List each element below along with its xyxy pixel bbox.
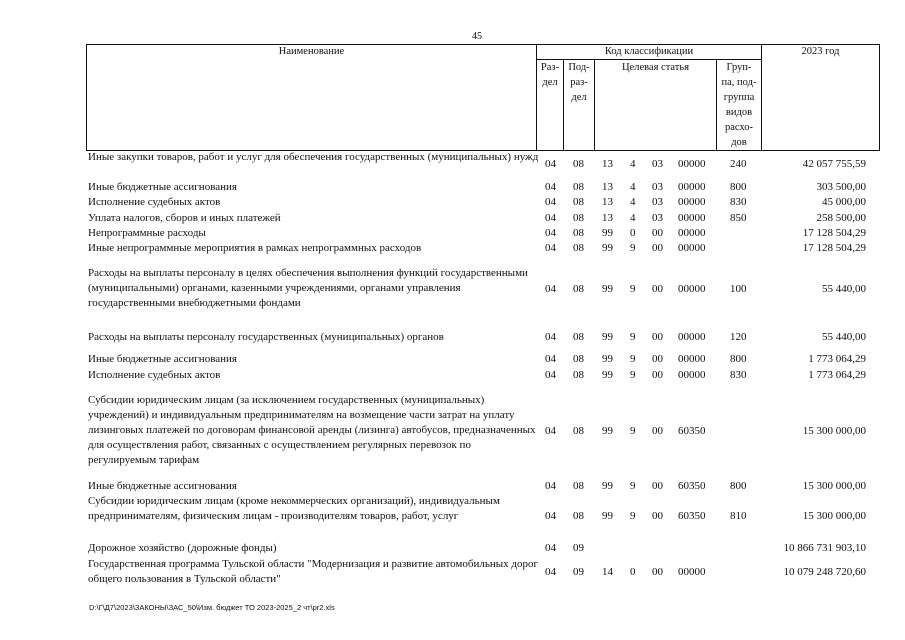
row-code-c2: 4 [630, 158, 636, 170]
row-name: Исполнение судебных актов [88, 196, 221, 208]
row-code-c1: 99 [602, 331, 613, 343]
row-code-v: 100 [730, 283, 747, 295]
row-code-c2: 9 [630, 369, 636, 381]
row-code-c1: 99 [602, 353, 613, 365]
row-code-p: 08 [573, 227, 584, 239]
row-amount: 17 128 504,29 [802, 242, 866, 254]
header-podrazdel-line: раз- [570, 77, 588, 88]
row-name: Иные бюджетные ассигнования [88, 480, 237, 492]
row-code-r: 04 [545, 353, 556, 365]
row-code-r: 04 [545, 510, 556, 522]
row-code-v: 240 [730, 158, 747, 170]
row-code-c4: 60350 [678, 425, 706, 437]
row-code-c3: 00 [652, 331, 663, 343]
row-code-p: 09 [573, 566, 584, 578]
row-code-r: 04 [545, 331, 556, 343]
row-code-c4: 00000 [678, 283, 706, 295]
row-code-v: 850 [730, 212, 747, 224]
row-amount: 10 866 731 903,10 [783, 542, 866, 554]
row-code-c4: 00000 [678, 227, 706, 239]
row-code-c3: 03 [652, 196, 663, 208]
row-code-c2: 9 [630, 425, 636, 437]
row-amount: 258 500,00 [816, 212, 866, 224]
row-amount: 55 440,00 [822, 331, 866, 343]
row-code-c1: 13 [602, 212, 613, 224]
row-code-v: 810 [730, 510, 747, 522]
row-code-c4: 00000 [678, 212, 706, 224]
header-vid-line: группа [723, 92, 755, 103]
header-vid-line: Груп- [726, 62, 752, 73]
row-amount: 15 300 000,00 [802, 425, 866, 437]
row-code-c3: 00 [652, 425, 663, 437]
row-code-c1: 99 [602, 510, 613, 522]
row-code-c2: 0 [630, 227, 636, 239]
row-code-p: 08 [573, 353, 584, 365]
page-number: 45 [472, 31, 482, 42]
row-code-p: 08 [573, 212, 584, 224]
row-code-c1: 99 [602, 369, 613, 381]
row-code-r: 04 [545, 181, 556, 193]
row-code-c1: 99 [602, 480, 613, 492]
row-code-p: 08 [573, 510, 584, 522]
row-amount: 303 500,00 [816, 181, 866, 193]
row-code-c3: 00 [652, 369, 663, 381]
header-razdel-line: дел [542, 77, 558, 88]
header-year-cell [761, 44, 880, 151]
row-code-v: 830 [730, 369, 747, 381]
row-code-c4: 60350 [678, 480, 706, 492]
row-code-c1: 99 [602, 227, 613, 239]
header-name-cell [86, 44, 537, 151]
row-code-r: 04 [545, 480, 556, 492]
header-code-group: Код классификации [604, 46, 694, 57]
row-code-p: 08 [573, 242, 584, 254]
header-razdel-line: Раз- [540, 62, 560, 73]
row-code-c1: 13 [602, 158, 613, 170]
header-podrazdel-line: Под- [568, 62, 590, 73]
row-code-p: 08 [573, 425, 584, 437]
row-code-c3: 00 [652, 480, 663, 492]
row-code-r: 04 [545, 283, 556, 295]
row-amount: 45 000,00 [822, 196, 866, 208]
row-amount: 15 300 000,00 [802, 510, 866, 522]
row-code-r: 04 [545, 425, 556, 437]
row-amount: 17 128 504,29 [802, 227, 866, 239]
row-code-c2: 9 [630, 331, 636, 343]
row-code-r: 04 [545, 542, 556, 554]
row-code-p: 08 [573, 196, 584, 208]
row-amount: 15 300 000,00 [802, 480, 866, 492]
row-name: Иные бюджетные ассигнования [88, 181, 237, 193]
row-code-c1: 99 [602, 242, 613, 254]
row-code-p: 09 [573, 542, 584, 554]
header-vid [716, 60, 762, 150]
row-code-c1: 99 [602, 425, 613, 437]
header-vid-line: расхо- [724, 122, 754, 133]
row-code-p: 08 [573, 283, 584, 295]
row-code-v: 800 [730, 353, 747, 365]
row-code-c3: 00 [652, 227, 663, 239]
row-code-c3: 00 [652, 353, 663, 365]
row-code-r: 04 [545, 227, 556, 239]
header-name: Наименование [278, 46, 345, 57]
row-name: Иные бюджетные ассигнования [88, 353, 237, 365]
row-code-p: 08 [573, 158, 584, 170]
row-name: Субсидии юридическим лицам (кроме некоммерческих организаций), индивидуальным предпринимателям, физическим лицам - производителям товаров, работ, услуг [88, 495, 500, 522]
row-code-v: 120 [730, 331, 747, 343]
row-code-c2: 9 [630, 242, 636, 254]
header-razdel [536, 60, 564, 90]
header-podrazdel-line: дел [571, 92, 587, 103]
row-name: Расходы на выплаты персоналу государственных (муниципальных) органов [88, 331, 444, 343]
row-code-p: 08 [573, 181, 584, 193]
row-code-c1: 13 [602, 181, 613, 193]
row-code-c2: 4 [630, 212, 636, 224]
row-name: Иные закупки товаров, работ и услуг для обеспечения государственных (муниципальных) нужд [88, 151, 539, 163]
row-code-r: 04 [545, 566, 556, 578]
row-code-p: 08 [573, 331, 584, 343]
row-name: Расходы на выплаты персоналу в целях обеспечения выполнения функций государственными (муниципальными) органами, казенными учреждениями, органами управления государственными внебюджетными фондами [88, 267, 528, 309]
header-vid-line: дов [731, 137, 747, 148]
row-code-v: 800 [730, 181, 747, 193]
row-code-c4: 00000 [678, 242, 706, 254]
row-code-p: 08 [573, 480, 584, 492]
row-name: Иные непрограммные мероприятия в рамках непрограммных расходов [88, 242, 422, 254]
row-code-c4: 00000 [678, 331, 706, 343]
row-code-c2: 4 [630, 196, 636, 208]
header-target: Целевая статья [621, 62, 690, 73]
row-code-c1: 13 [602, 196, 613, 208]
row-name: Государственная программа Тульской области "Модернизация и развитие автомобильных дорог общего пользования в Тульской области" [88, 558, 538, 585]
row-amount: 10 079 248 720,60 [783, 566, 866, 578]
row-code-c4: 60350 [678, 510, 706, 522]
row-code-c2: 9 [630, 353, 636, 365]
row-name: Уплата налогов, сборов и иных платежей [88, 212, 281, 224]
row-code-v: 830 [730, 196, 747, 208]
row-code-p: 08 [573, 369, 584, 381]
header-podrazdel [563, 60, 595, 105]
file-path-footer: D:\Г\Д7\2023\ЗАКОНЫ\ЗАС_50\Изм. бюджет ТО 2023-2025_2 чт\pr2.xls [89, 603, 335, 612]
row-amount: 1 773 064,29 [808, 353, 866, 365]
row-code-r: 04 [545, 369, 556, 381]
row-code-c4: 00000 [678, 181, 706, 193]
row-code-c2: 0 [630, 566, 636, 578]
row-code-c3: 00 [652, 283, 663, 295]
row-code-c2: 9 [630, 283, 636, 295]
row-code-c3: 00 [652, 566, 663, 578]
row-code-r: 04 [545, 196, 556, 208]
row-code-v: 800 [730, 480, 747, 492]
row-code-c3: 03 [652, 181, 663, 193]
row-code-c3: 03 [652, 158, 663, 170]
row-code-c2: 9 [630, 510, 636, 522]
row-name: Дорожное хозяйство (дорожные фонды) [88, 542, 277, 554]
row-code-c3: 03 [652, 212, 663, 224]
row-code-c1: 99 [602, 283, 613, 295]
row-amount: 55 440,00 [822, 283, 866, 295]
row-code-c4: 00000 [678, 196, 706, 208]
row-code-c2: 9 [630, 480, 636, 492]
header-vid-line: видов [725, 107, 753, 118]
row-code-r: 04 [545, 212, 556, 224]
row-code-c2: 4 [630, 181, 636, 193]
row-code-c1: 14 [602, 566, 613, 578]
row-amount: 1 773 064,29 [808, 369, 866, 381]
row-name: Непрограммные расходы [88, 227, 206, 239]
row-code-c4: 00000 [678, 158, 706, 170]
row-code-r: 04 [545, 158, 556, 170]
row-code-c3: 00 [652, 510, 663, 522]
row-code-c4: 00000 [678, 369, 706, 381]
header-vid-line: па, под- [721, 77, 757, 88]
row-code-c3: 00 [652, 242, 663, 254]
row-amount: 42 057 755,59 [802, 158, 866, 170]
row-code-r: 04 [545, 242, 556, 254]
row-code-c4: 00000 [678, 353, 706, 365]
row-code-c4: 00000 [678, 566, 706, 578]
header-year: 2023 год [801, 46, 840, 57]
row-name: Субсидии юридическим лицам (за исключением государственных (муниципальных) учреждений) и индивидуальным предпринимателям на возмещение части затрат на уплату лизинговых платежей по договорам финансовой аренды (лизинга) автобусов, предназначенных для осуществления работ, связанных с осуществлением регулярных перевозок по регулируемым тарифам [88, 394, 536, 466]
row-name: Исполнение судебных актов [88, 369, 221, 381]
